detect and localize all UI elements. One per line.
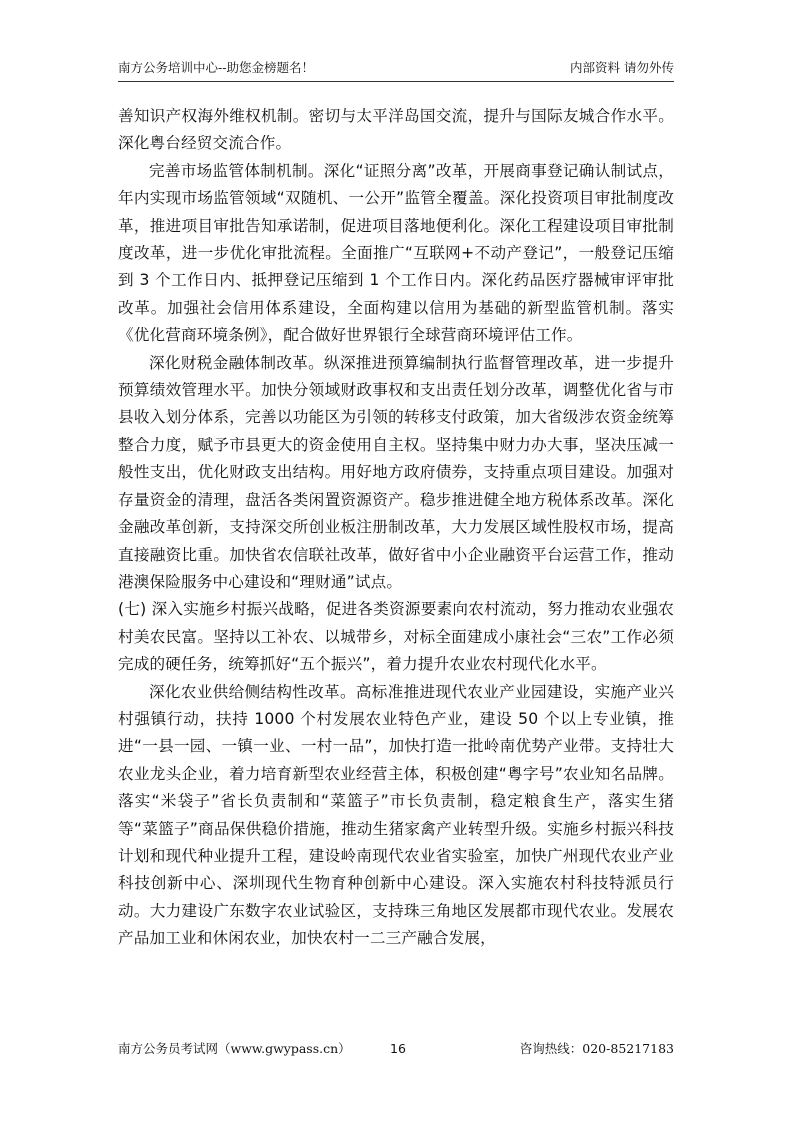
paragraph-5: 深化农业供给侧结构性改革。高标准推进现代农业产业园建设，实施产业兴村强镇行动，扶持 1000 个村发展农业特色产业，建设 50 个以上专业镇，推进“一县一园、一镇一业、一村一品”，加快打造一批岭南优势产业带。支持壮大农业龙头企业，着力培育新型农业经营主体，积极创建“粤字号”农业知名品牌。落实“米袋子”省长负责制和“菜篮子”市长负责制，稳定粮食生产，落实生猪等“菜篮子”商品保供稳价措施，推动生猪家禽产业转型升级。实施乡村振兴科技计划和现代种业提升工程，建设岭南现代农业省实验室，加快广州现代农业产业科技创新中心、深圳现代生物育种创新中心建设。深入实施农村科技特派员行动。大力建设广东数字农业试验区，支持珠三角地区发展都市现代农业。发展农产品加工业和休闲农业，加快农村一二三产融合发展， bbox=[118, 682, 674, 948]
header-left-text: 南方公务培训中心--助您金榜题名！ bbox=[118, 60, 314, 75]
footer-hotline-text: 咨询热线：020-85217183 bbox=[519, 1041, 674, 1056]
section-heading-paragraph: (七) 深入实施乡村振兴战略，促进各类资源要素向农村流动，努力推动农业强农村美农民富。坚持以工补农、以城带乡，对标全面建成小康社会“三农”工作必须完成的硬任务，统筹抓好“五个振兴”，着力提升农业农村现代化水平。 bbox=[118, 600, 674, 674]
document-body bbox=[118, 103, 674, 953]
header-right-text: 内部资料 请勿外传 bbox=[570, 60, 674, 75]
paragraph-2: 完善市场监管体制机制。深化“证照分离”改革，开展商事登记确认制试点，年内实现市场监管领域“双随机、一公开”监管全覆盖。深化投资项目审批制度改革，推进项目审批告知承诺制，促进项目落地便利化。深化工程建设项目审批制度改革，进一步优化审批流程。全面推广“互联网+不动产登记”，一般登记压缩到 3 个工作日内、抵押登记压缩到 1 个工作日内。深化药品医疗器械审评审批改革。加强社会信用体系建设，全面构建以信用为基础的新型监管机制。落实《优化营商环境条例》，配合做好世界银行全球营商环境评估工作。 bbox=[118, 161, 674, 345]
page-footer bbox=[118, 1041, 674, 1059]
paragraph-3: 深化财税金融体制改革。纵深推进预算编制执行监督管理改革，进一步提升预算绩效管理水平。加快分领域财政事权和支出责任划分改革，调整优化省与市县收入划分体系，完善以功能区为引领的转移支付政策，加大省级涉农资金统筹整合力度，赋予市县更大的资金使用自主权。坚持集中财力办大事，坚决压减一般性支出，优化财政支出结构。用好地方政府债券，支持重点项目建设。加强对存量资金的清理，盘活各类闲置资源资产。稳步推进健全地方税体系改革。深化金融改革创新，支持深交所创业板注册制改革，大力发展区域性股权市场，提高直接融资比重。加快省农信联社改革，做好省中小企业融资平台运营工作，推动港澳保险服务中心建设和“理财通”试点。 bbox=[118, 353, 674, 591]
header-divider bbox=[118, 81, 674, 82]
page-header bbox=[118, 60, 674, 80]
paragraph-1: 善知识产权海外维权机制。密切与太平洋岛国交流，提升与国际友城合作水平。深化粤台经贸交流合作。 bbox=[118, 107, 674, 153]
footer-website-text: 南方公务员考试网（www.gwypass.cn） bbox=[118, 1041, 351, 1056]
page-number: 16 bbox=[390, 1041, 406, 1056]
